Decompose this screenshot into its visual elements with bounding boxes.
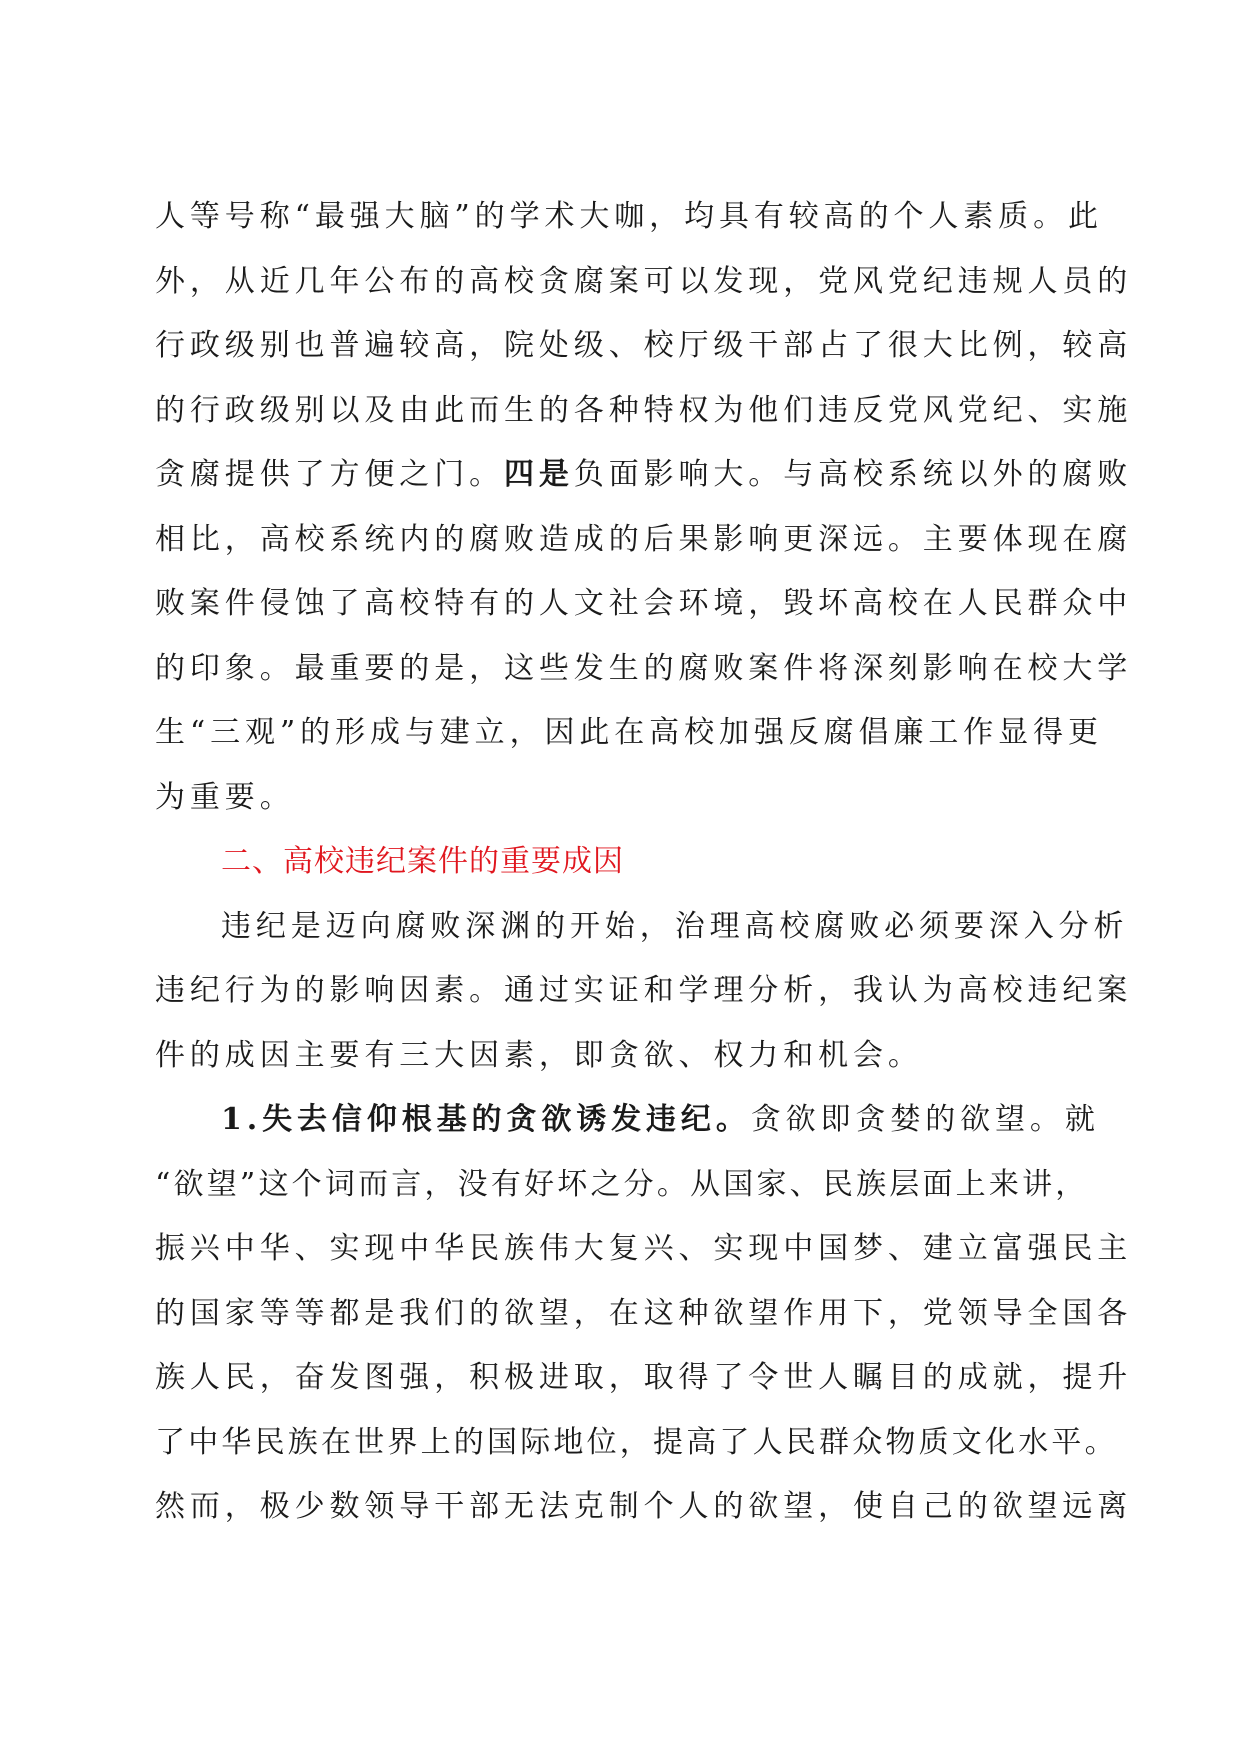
text-segment: 负面影响大。与高校系统以外的腐败 (573, 457, 1133, 492)
subheading-greed: 1.失去信仰根基的贪欲诱发违纪。 (221, 1102, 751, 1137)
text-line (155, 1088, 1100, 1153)
text-line: 外，从近几年公布的高校贪腐案可以发现，党风党纪违规人员的 (155, 263, 1133, 299)
text-segment: 贪腐提供了方便之门。 (155, 457, 504, 492)
text-line: 了中华民族在世界上的国际地位，提高了人民群众物质文化水平。 (155, 1424, 1118, 1460)
text-line: 败案件侵蚀了高校特有的人文社会环境，毁坏高校在人民群众中 (155, 586, 1133, 621)
text-line: 振兴中华、实现中华民族伟大复兴、实现中国梦、建立富强民主 (155, 1231, 1133, 1266)
text-line: 件的成因主要有三大因素，即贪欲、权力和机会。 (155, 1037, 923, 1073)
document-page (155, 185, 1133, 1540)
bold-point-four: 四是 (504, 457, 574, 492)
paragraph-characteristics (155, 185, 1133, 830)
text-line: “欲望”这个词而言，没有好坏之分。从国家、民族层面上来讲， (155, 1166, 1089, 1202)
text-line: 的国家等等都是我们的欲望，在这种欲望作用下，党领导全国各 (155, 1295, 1133, 1331)
paragraph-greed (155, 1088, 1133, 1540)
text-line: 违纪行为的影响因素。通过实证和学理分析，我认为高校违纪案 (155, 973, 1133, 1008)
text-line (155, 443, 1133, 508)
text-line: 的行政级别以及由此而生的各种特权为他们违反党风党纪、实施 (155, 392, 1133, 428)
paragraph-causes-intro (155, 895, 1133, 1089)
text-line: 人等号称“最强大脑”的学术大咖，均具有较高的个人素质。此 (155, 199, 1103, 234)
section-heading: 二、高校违纪案件的重要成因 (221, 844, 624, 879)
text-line: 违纪是迈向腐败深渊的开始，治理高校腐败必须要深入分析 (221, 908, 1129, 944)
text-line: 族人民，奋发图强，积极进取，取得了令世人瞩目的成就，提升 (155, 1360, 1133, 1395)
text-line: 的印象。最重要的是，这些发生的腐败案件将深刻影响在校大学 (155, 650, 1133, 686)
text-segment: 贪欲即贪婪的欲望。就 (750, 1102, 1100, 1137)
text-line: 生“三观”的形成与建立，因此在高校加强反腐倡廉工作显得更 (155, 715, 1103, 750)
text-line: 相比，高校系统内的腐败造成的后果影响更深远。主要体现在腐 (155, 521, 1133, 557)
text-line: 为重要。 (155, 779, 295, 815)
text-line: 行政级别也普遍较高，院处级、校厅级干部占了很大比例，较高 (155, 328, 1133, 363)
text-line: 然而，极少数领导干部无法克制个人的欲望，使自己的欲望远离 (155, 1489, 1133, 1524)
